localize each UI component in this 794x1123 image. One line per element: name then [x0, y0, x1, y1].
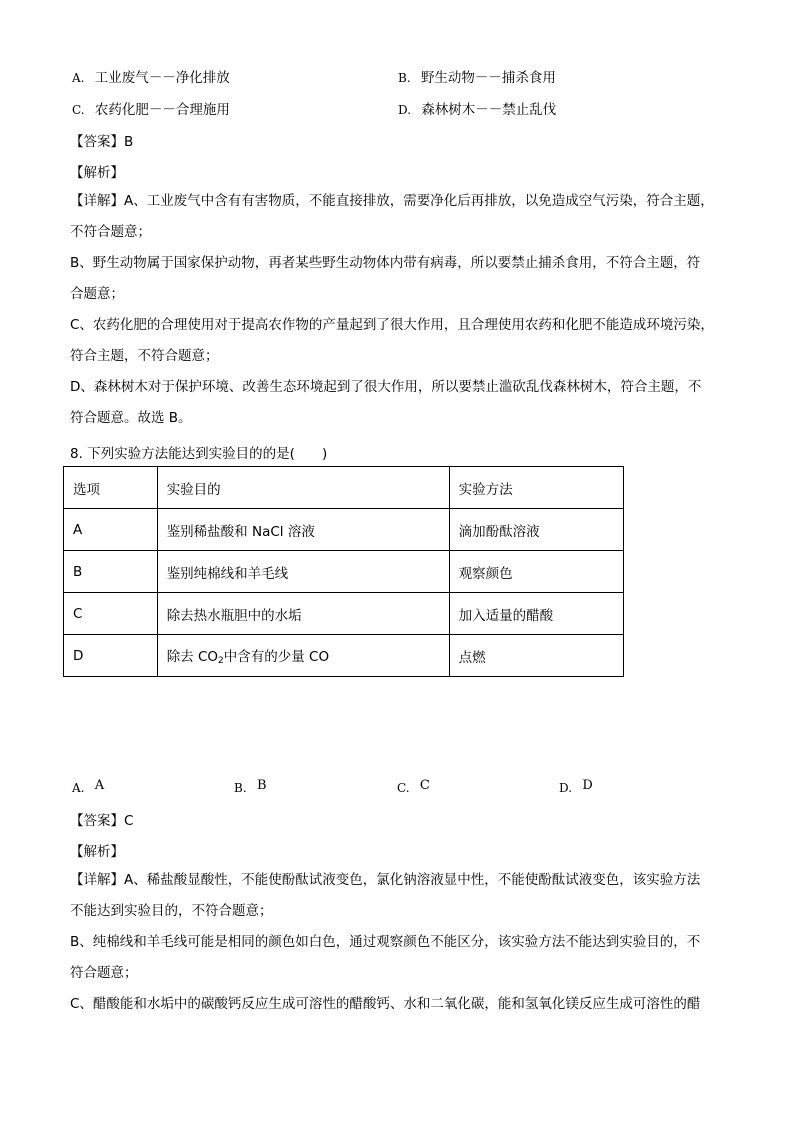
detail-line: 不能达到实验目的，不符合题意；: [70, 903, 273, 919]
q7-option-c: [72, 98, 230, 118]
q7-detail: [70, 186, 730, 434]
detail-line: 【详解】A、工业废气中含有有害物质，不能直接排放，需要净化后再排放，以免造成空气污染，符合主题，: [70, 193, 714, 209]
answer-label: 【答案】: [70, 813, 124, 829]
table-row: [64, 635, 624, 677]
option-letter: D.: [559, 781, 573, 795]
cell-method: 加入适量的醋酸: [449, 593, 623, 635]
detail-line: 符合题意；: [70, 965, 138, 981]
q8-option-b: [234, 780, 267, 796]
header-method: 实验方法: [449, 467, 623, 509]
table-row: [64, 593, 624, 635]
detail-label: 【详解】: [70, 872, 124, 888]
q7-analysis-label: 【解析】: [70, 165, 124, 181]
detail-line: B、野生动物属于国家保护动物，再者某些野生动物体内带有病毒，所以要禁止捕杀食用，不符合主题，符: [70, 255, 701, 271]
cell-purpose: 除去 $CO_2$中含有的少量 CO: [157, 635, 449, 677]
cell-option: D: [64, 635, 158, 677]
cell-method: 滴加酚酞溶液: [449, 509, 623, 551]
option-letter: D.: [398, 103, 412, 117]
q8-option-a: [72, 780, 104, 796]
q8-stem: 8. 下列实验方法能达到实验目的的是( ): [70, 446, 328, 462]
detail-line: 符合主题，不符合题意；: [70, 348, 219, 364]
q7-answer: [70, 130, 133, 150]
answer-label: 【答案】: [70, 134, 124, 150]
detail-line: C、醋酸能和水垢中的碳酸钙反应生成可溶性的醋酸钙、水和二氧化碳，能和氢氧化镁反应生成可溶性的醋: [70, 996, 701, 1012]
option-letter: B.: [234, 781, 247, 795]
detail-label: 【详解】: [70, 193, 124, 209]
q7-option-d: [398, 98, 556, 118]
subscript: 2: [218, 656, 224, 666]
option-text: C: [419, 778, 430, 793]
table-row: [64, 551, 624, 593]
q8-analysis-label: 【解析】: [70, 844, 124, 860]
answer-value: B: [124, 134, 134, 150]
q7-option-b: [398, 66, 556, 86]
table-row: [64, 509, 624, 551]
option-text: D: [582, 778, 593, 793]
option-text: A: [94, 778, 105, 793]
experiment-table: [63, 466, 624, 677]
detail-line: B、纯棉线和羊毛线可能是相同的颜色如白色，通过观察颜色不能区分，该实验方法不能达到实验目的，不: [70, 934, 701, 950]
detail-line: 符合题意。故选 B。: [70, 410, 192, 426]
cell-method: 点燃: [449, 635, 623, 677]
option-letter: A.: [72, 781, 85, 795]
cell-purpose: 鉴别稀盐酸和 NaCl 溶液: [157, 509, 449, 551]
option-text: B: [256, 778, 267, 793]
table-header-row: [64, 467, 624, 509]
header-option: 选项: [64, 467, 158, 509]
cell-purpose: 除去热水瓶胆中的水垢: [157, 593, 449, 635]
cell-purpose: 鉴别纯棉线和羊毛线: [157, 551, 449, 593]
option-letter: A.: [72, 71, 85, 85]
q7-option-a: [72, 66, 230, 86]
option-letter: B.: [398, 71, 411, 85]
detail-line: 不符合题意；: [70, 224, 151, 240]
option-text: 农药化肥－－合理施用: [94, 102, 230, 118]
cell-option: B: [64, 551, 158, 593]
option-letter: C.: [72, 103, 85, 117]
option-text: 工业废气－－净化排放: [94, 70, 230, 86]
q8-detail: [70, 865, 730, 1020]
answer-value: C: [124, 813, 134, 829]
detail-line: 合题意；: [70, 286, 124, 302]
q8-option-d: [559, 780, 593, 796]
q8-answer: [70, 809, 133, 829]
cell-option: A: [64, 509, 158, 551]
q8-option-c: [397, 780, 430, 796]
detail-line: C、农药化肥的合理使用对于提高农作物的产量起到了很大作用，且合理使用农药和化肥不能造成环境污染，: [70, 317, 714, 333]
cell-option: C: [64, 593, 158, 635]
option-letter: C.: [397, 781, 410, 795]
detail-line: 【详解】A、稀盐酸显酸性，不能使酚酞试液变色，氯化钠溶液显中性，不能使酚酞试液变色，该实验方法: [70, 872, 701, 888]
detail-line: D、森林树木对于保护环境、改善生态环境起到了很大作用，所以要禁止滥砍乱伐森林树木，符合主题，不: [70, 379, 702, 395]
option-text: 野生动物－－捕杀食用: [420, 70, 556, 86]
option-text: 森林树木－－禁止乱伐: [421, 102, 557, 118]
cell-method: 观察颜色: [449, 551, 623, 593]
header-purpose: 实验目的: [157, 467, 449, 509]
